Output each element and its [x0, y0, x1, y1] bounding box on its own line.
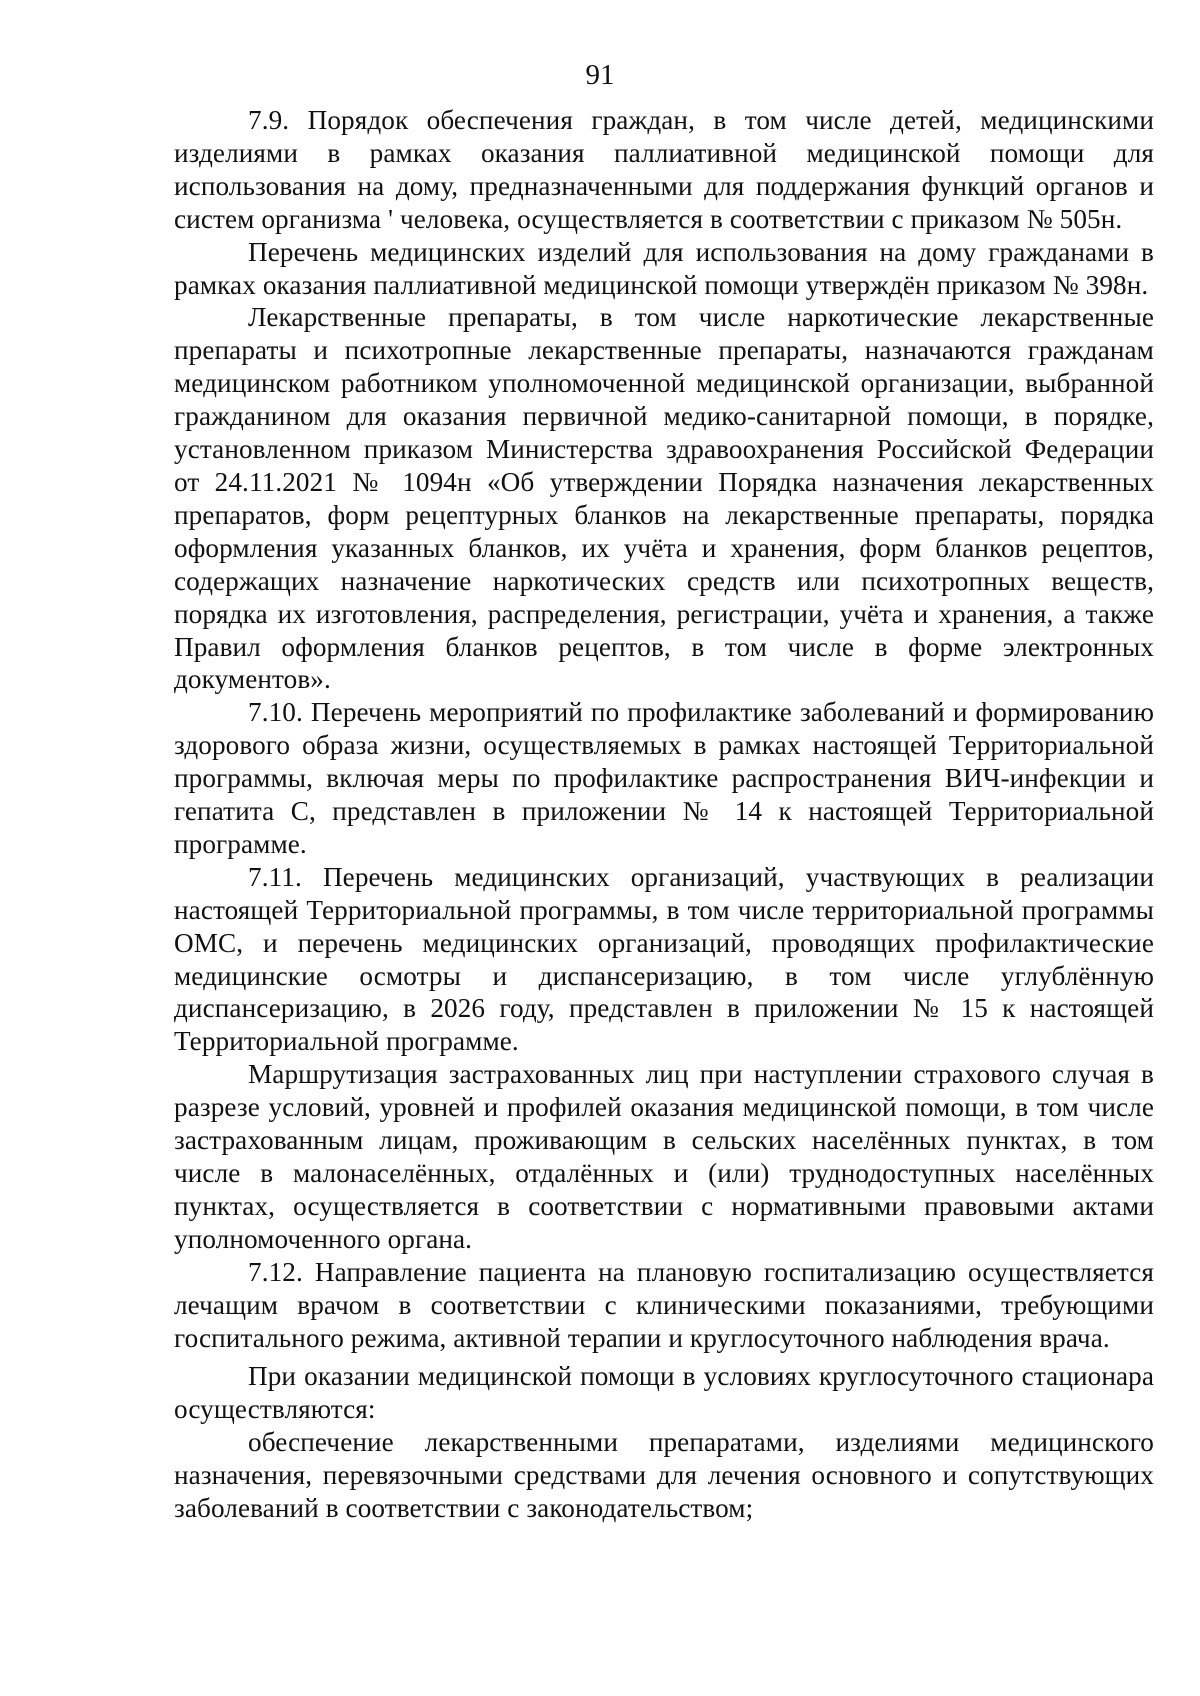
- page-number: 91: [585, 59, 615, 91]
- paragraph-7-10: 7.10. Перечень мероприятий по профилактике заболеваний и формированию здорового образа жизни, осуществляемых в рамках настоящей Территориальной программы, включая меры по профилактике распространения ВИЧ-инфекции и гепатита С, представлен в приложении № 14 к настоящей Территориальной программе.: [174, 697, 1154, 859]
- paragraph-7-12: 7.12. Направление пациента на плановую госпитализацию осуществляется лечащим врачом в соответствии с клиническими показаниями, требующими госпитального режима, активной терапии и круглосуточного наблюдения врача.: [174, 1256, 1154, 1353]
- paragraph-medical-devices-list: Перечень медицинских изделий для использования на дому гражданами в рамках оказания паллиативной медицинской помощи утверждён приказом № 398н.: [174, 236, 1154, 300]
- paragraph-7-11: 7.11. Перечень медицинских организаций, участвующих в реализации настоящей Территориальной программы, в том числе территориальной программы ОМС, и перечень медицинских организаций, проводящих профилактические медицинские осмотры и диспансеризацию, в том числе углублённую диспансеризацию, в 2026 году, представлен в приложении № 15 к настоящей Территориальной программе.: [174, 861, 1154, 1057]
- paragraph-routing-insured: Маршрутизация застрахованных лиц при наступлении страхового случая в разрезе условий, уровней и профилей оказания медицинской помощи, в том числе застрахованным лицам, проживающим в сельских населённых пунктах, в том числе в малонаселённых, отдалённых и (или) труднодоступных населённых пунктах, осуществляется в соответствии с нормативными правовыми актами уполномоченного органа.: [174, 1059, 1154, 1254]
- paragraph-inpatient-intro: При оказании медицинской помощи в условиях круглосуточного стационара осуществляются:: [174, 1361, 1154, 1425]
- paragraph-medicines-prescription: Лекарственные препараты, в том числе наркотические лекарственные препараты и психотропные лекарственные препараты, назначаются гражданам медицинском работником уполномоченной медицинской организации, выбранной гражданином для оказания первичной медико-санитарной помощи, в порядке, установленном приказом Министерства здравоохранения Российской Федерации от 24.11.2021 № 1094н «Об утверждении Порядка назначения лекарственных препаратов, форм рецептурных бланков на лекарственные препараты, порядка оформления указанных бланков, их учёта и хранения, форм бланков рецептов, содержащих назначение наркотических средств или психотропных веществ, порядка их изготовления, распределения, регистрации, учёта и хранения, а также Правил оформления бланков рецептов, в том числе в форме электронных документов».: [174, 302, 1154, 695]
- document-body: [174, 104, 1154, 1525]
- paragraph-7-9: 7.9. Порядок обеспечения граждан, в том числе детей, медицинскими изделиями в рамках оказания паллиативной медицинской помощи для использования на дому, предназначенными для поддержания функций органов и систем организма ' человека, осуществляется в соответствии с приказом № 505н.: [174, 105, 1154, 234]
- paragraph-medicines-supply: обеспечение лекарственными препаратами, изделиями медицинского назначения, перевязочными средствами для лечения основного и сопутствующих заболеваний в соответствии с законодательством;: [174, 1427, 1154, 1524]
